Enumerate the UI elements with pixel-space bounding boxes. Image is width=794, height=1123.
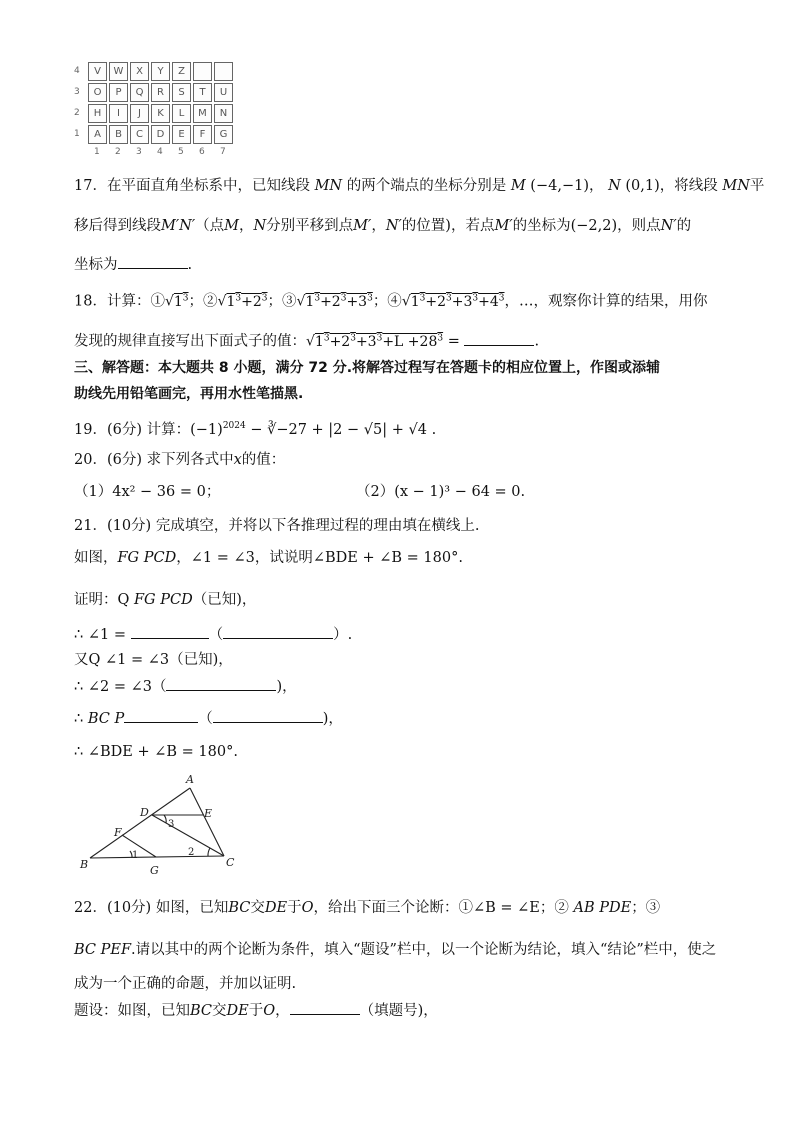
q22-line2 [74,940,716,960]
q18-expr-end: +L +28 [382,333,438,350]
q22-bc-ef: BC PEF [74,942,132,958]
q17-text: （点 [195,218,225,234]
q17-mn: MN [314,178,343,194]
q22-o: O [301,900,314,916]
q21-text: ∴ ∠1 = [74,627,126,643]
q21-text: ∴ [74,711,88,727]
q18-text: ；③ [267,293,297,310]
segment-ba [90,788,190,858]
grid-cell: Q [130,83,149,102]
grid-cell: J [130,104,149,123]
grid-cell: A [88,125,107,144]
q19-expr-rest: − ∛−27 + |2 − √5| + √4 . [245,421,437,438]
q17-line3: 坐标为 . [74,254,192,275]
q17-mnp: M′N′ [161,218,196,234]
segment-bc [90,856,224,858]
q22-o: O [263,1003,276,1019]
q17-mp: M′ [494,218,513,234]
sqrt-expr-1: $√1^3$ [164,293,189,310]
q22-text: 22．(10分) 如图，已知 [74,900,229,916]
grid-cell: H [88,104,107,123]
q21-proof5: ∴ BC P （ )， [74,708,343,729]
grid-cell: S [172,83,191,102]
q21-text: 证明：Q [74,592,134,608]
grid-cell: U [214,83,233,102]
q21-proof2: ∴ ∠1 = （ ）. [74,624,352,645]
q17-line1: 17．在平面直角坐标系中，已知线段 MN 的两个端点的坐标分别是 M (−4,−1)， N (0,1)，将线段 MN平 [74,178,765,194]
q22-de: DE [264,900,288,916]
geometry-figure [76,772,236,876]
q17-n-coord: (0,1) [625,178,660,194]
section-header-line1: 三、解答题：本大题共 8 小题，满分 72 分.将解答过程写在答题卡的相应位置上，作图或添辅 [74,360,661,376]
label-b: B [80,858,89,871]
label-c: C [226,856,235,869]
q22-text: 于 [248,1003,264,1019]
answer-blank[interactable] [290,1000,360,1015]
grid-cell: Y [151,62,170,81]
q22-line3: 成为一个正确的命题，并加以证明. [74,976,297,992]
angle-label-3: 3 [168,819,175,830]
q17-n: N [608,178,621,194]
q17-text: 的两个端点的坐标分别是 [346,178,507,194]
q18-text: ；④ [372,293,402,310]
q17-m-coord: (−4,−1) [530,178,589,194]
reason-blank[interactable] [166,676,276,691]
q17-m: M [224,218,239,234]
q18-eq: = [447,333,460,350]
grid-cell: L [172,104,191,123]
q20-text: 的值： [241,452,286,468]
grid-row-label: 2 [74,108,80,118]
q22-text: ；③ [631,900,661,916]
grid-col-label: 4 [157,147,163,157]
q20-text: 20．(6分) 求下列各式中 [74,452,234,468]
label-e: E [204,807,213,820]
grid-col-label: 3 [136,147,142,157]
q21-proof6: ∴ ∠BDE + ∠B = 180°. [74,744,238,760]
grid-cell: X [130,62,149,81]
q17-mp-coord: (−2,2) [570,218,618,234]
reason-blank[interactable] [223,624,333,639]
answer-blank[interactable] [118,254,188,269]
q21-line2 [74,548,463,568]
grid-cell: N [214,104,233,123]
grid-cell: G [214,125,233,144]
q21-text: 如图， [74,550,118,566]
grid-cell: V [88,62,107,81]
grid-col-label: 1 [94,147,100,157]
q17-np: N′ [385,218,402,234]
q18-line2: 发现的规律直接写出下面式子的值：$√1^3+2^3+3^3+L +28^3$ = . [74,328,539,352]
q18-line1 [74,288,708,312]
grid-cell: F [193,125,212,144]
q19-line [74,416,436,440]
grid-cell: K [151,104,170,123]
grid-cell: B [109,125,128,144]
q17-text: 的坐标为 [512,218,571,234]
q22-line4: 题设：如图，已知BC交DE于O， （填题号)， [74,1000,438,1021]
angle-label-1: 1 [132,850,139,861]
grid-col-label: 6 [199,147,205,157]
q21-parallel: BC P [87,711,125,727]
q18-text: ，…，观察你计算的结果，用你 [504,293,708,310]
sqrt-expr-3: $√1^3+2^3+3^3$ [296,293,373,310]
grid-cell: T [193,83,212,102]
q17-line2: 移后得到线段M′N′（点M，N分别平移到点M′，N′的位置)，若点M′的坐标为(−2,2)，则点N′的 [74,218,692,234]
grid-cell [193,62,212,81]
q22-bc: BC [190,1003,213,1019]
q22-ab-de: AB PDE [573,900,632,916]
q21-proof3: 又Q ∠1 = ∠3（已知)， [74,652,233,668]
grid-cell: E [172,125,191,144]
grid-cell [214,62,233,81]
q22-text: 题设：如图，已知 [74,1003,190,1019]
q17-np: N′ [660,218,677,234]
sqrt-expr-2: $√1^3+2^3$ [217,293,268,310]
sqrt-expr-5: $√1^3+2^3+3^3+L +28^3$ [306,333,444,350]
segment-fg [122,835,156,857]
q21-parallel: FG PCD [134,592,193,608]
grid-cell: W [109,62,128,81]
label-d: D [140,806,149,819]
label-a: A [186,773,194,786]
q17-mn: MN [722,178,750,194]
q22-text: （填题号)， [359,1003,438,1019]
q20-part1: （1）4x² − 36 = 0； [74,484,221,500]
grid-cell: D [151,125,170,144]
q22-text: 交 [212,1003,227,1019]
label-g: G [150,864,159,876]
grid-cell: O [88,83,107,102]
q20-line1 [74,450,285,470]
q21-line1: 21．(10分) 完成填空，并将以下各推理过程的理由填在横线上. [74,518,480,534]
q17-text: 平 [749,178,765,194]
q22-text: 于 [287,900,302,916]
q21-proof4: ∴ ∠2 = ∠3（ )， [74,676,297,697]
grid-row-label: 4 [74,66,80,76]
q17-text: 17．在平面直角坐标系中，已知线段 [74,178,310,194]
q17-text: 坐标为 [74,257,118,273]
q17-text: 的位置)，若点 [401,218,495,234]
q19-exponent: 2024 [222,421,246,431]
angle-label-2: 2 [188,847,195,858]
grid-col-label: 7 [220,147,226,157]
q22-text: 交 [250,900,265,916]
answer-blank[interactable] [131,624,209,639]
q22-line1 [74,898,660,918]
q22-bc: BC [228,900,251,916]
q17-text: 分别平移到点 [266,218,354,234]
q22-de: DE [226,1003,249,1019]
answer-blank[interactable] [464,331,534,346]
q18-text: 18．计算：① [74,293,165,310]
answer-blank[interactable] [124,708,198,723]
q20-part2: （2）(x − 1)³ − 64 = 0. [356,484,526,500]
section-header-line2: 助线先用铅笔画完，再用水性笔描黑. [74,386,304,402]
grid-cell: Z [172,62,191,81]
q17-n: N [253,218,267,234]
grid-row-label: 1 [74,129,80,139]
q17-text: ，则点 [617,218,661,234]
q19-text: 19．(6分) 计算： [74,421,191,438]
q17-text: ，将线段 [659,178,718,194]
grid-cell: C [130,125,149,144]
grid-cell: P [109,83,128,102]
grid-row-label: 3 [74,87,80,97]
label-f: F [114,826,122,839]
q22-text: ，给出下面三个论断：①∠B = ∠E；② [313,900,574,916]
q17-mp: M′ [353,218,372,234]
q18-text: ；② [188,293,218,310]
q17-m: M [510,178,526,194]
grid-cell: M [193,104,212,123]
q17-text: 移后得到线段 [74,218,161,234]
q20-x: x [233,452,242,468]
grid-col-label: 5 [178,147,184,157]
q19-expr: (−1) [190,421,223,438]
q21-text: （已知)， [192,592,257,608]
grid-col-label: 2 [115,147,121,157]
q22-text: .请以其中的两个论断为条件，填入“题设”栏中，以一个论断为结论，填入“结论”栏中，使之 [131,942,717,958]
q21-proof1 [74,590,256,610]
reason-blank[interactable] [213,708,323,723]
sqrt-expr-4: $√1^3+2^3+3^3+4^3$ [401,293,505,310]
grid-cell: I [109,104,128,123]
grid-cell: R [151,83,170,102]
q21-text: ∴ ∠2 = ∠3（ [74,679,167,695]
q17-text: 的 [676,218,692,234]
q18-text: 发现的规律直接写出下面式子的值： [74,333,306,350]
q21-text: ，∠1 = ∠3，试说明∠BDE + ∠B = 180°. [176,550,463,566]
q21-parallel: FG PCD [117,550,177,566]
angle-2-arc [208,848,210,856]
